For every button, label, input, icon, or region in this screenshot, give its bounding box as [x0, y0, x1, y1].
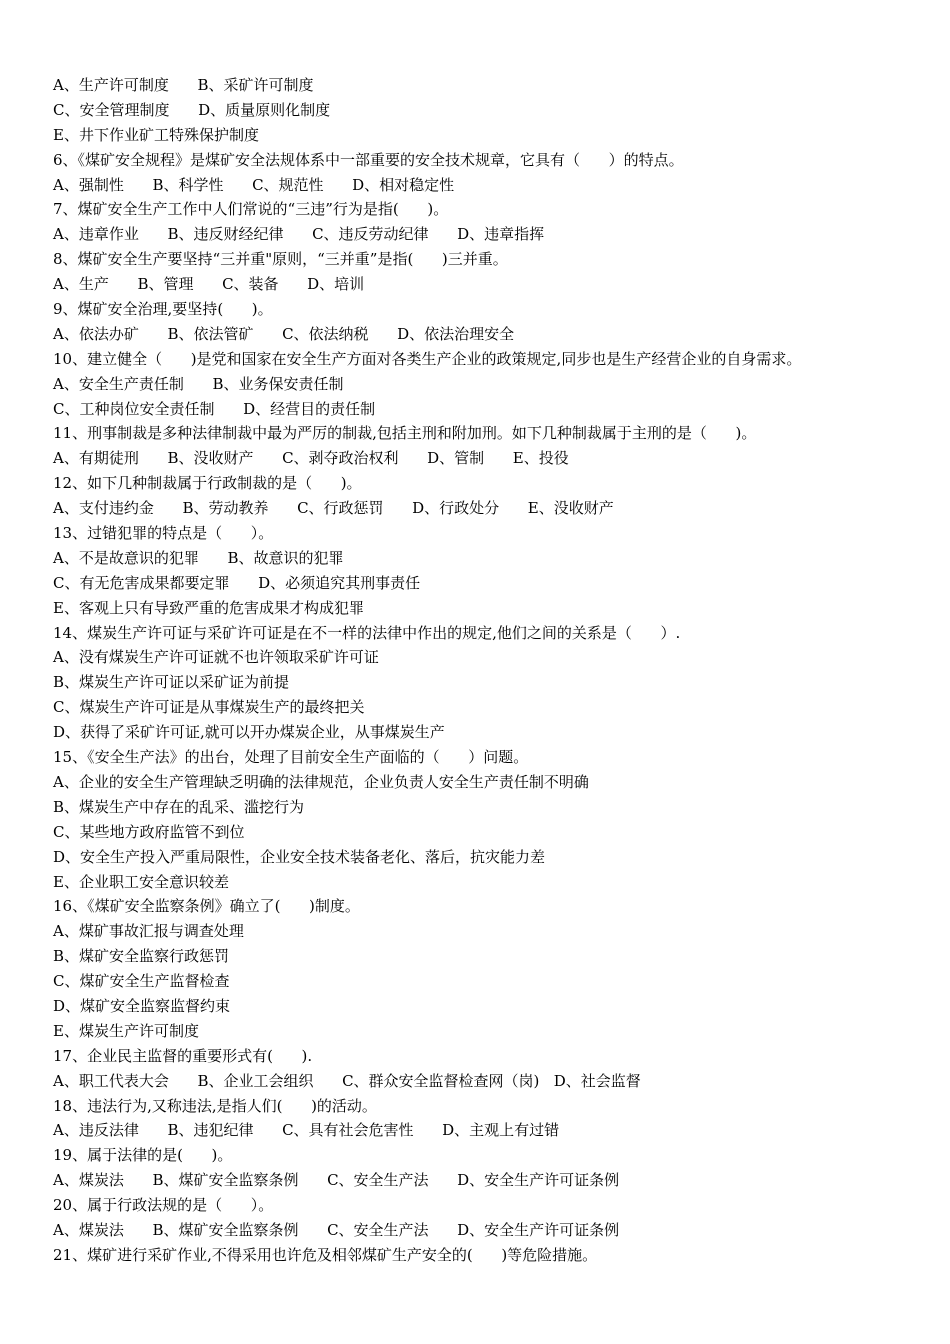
text-line: C、某些地方政府监管不到位: [53, 822, 245, 841]
text-line: A、不是故意识的犯罪 B、故意识的犯罪: [53, 548, 344, 567]
text-line: D、安全生产投入严重局限性，企业安全技术装备老化、落后，抗灾能力差: [53, 847, 546, 866]
text-line: 13、过错犯罪的特点是（ ）。: [53, 524, 274, 543]
text-line: A、生产 B、管理 C、装备 D、培训: [53, 275, 365, 294]
text-line: B、煤炭生产中存在的乱采、滥挖行为: [53, 797, 305, 816]
text-line: E、井下作业矿工特殊保护制度: [53, 125, 259, 144]
text-line: A、煤炭法 B、煤矿安全监察条例 C、安全生产法 D、安全生产许可证条例: [53, 1220, 620, 1239]
text-line: A、企业的安全生产管理缺乏明确的法律规范，企业负责人安全生产责任制不明确: [53, 772, 589, 791]
text-line: A、煤矿事故汇报与调查处理: [53, 922, 244, 941]
text-line: A、依法办矿 B、依法管矿 C、依法纳税 D、依法治理安全: [53, 324, 515, 343]
text-line: A、强制性 B、科学性 C、规范性 D、相对稳定性: [53, 175, 455, 194]
text-line: C、煤矿安全生产监督检查: [53, 972, 230, 991]
text-line: 8、煤矿安全生产要坚持“三并重"原则，“三并重”是指( )三并重。: [53, 250, 508, 269]
text-line: 21、煤矿进行采矿作业,不得采用也许危及相邻煤矿生产安全的( )等危险措施。: [53, 1245, 598, 1264]
text-line: 17、企业民主监督的重要形式有( ).: [53, 1046, 313, 1065]
text-line: A、支付违约金 B、劳动教养 C、行政惩罚 D、行政处分 E、没收财产: [53, 499, 614, 518]
text-line: A、违反法律 B、违犯纪律 C、具有社会危害性 D、主观上有过错: [53, 1121, 560, 1140]
text-line: 12、如下几种制裁属于行政制裁的是（ )。: [53, 474, 362, 493]
text-line: E、客观上只有导致严重的危害成果才构成犯罪: [53, 598, 364, 617]
text-line: 10、建立健全（ )是党和国家在安全生产方面对各类生产企业的政策规定,同步也是生产经营企业的自身需求。: [53, 349, 802, 368]
text-line: C、安全管理制度 D、质量原则化制度: [53, 100, 331, 119]
text-line: A、安全生产责任制 B、业务保安责任制: [53, 374, 344, 393]
text-line: B、煤炭生产许可证以采矿证为前提: [53, 673, 290, 692]
text-line: 15、《安全生产法》的出台，处理了目前安全生产面临的（ ）问题。: [53, 748, 529, 767]
document-page: [53, 73, 923, 1268]
text-line: A、有期徒刑 B、没收财产 C、剥夺政治权利 D、管制 E、投役: [53, 449, 569, 468]
text-line: B、煤矿安全监察行政惩罚: [53, 947, 230, 966]
text-line: 18、违法行为,又称违法,是指人们( )的活动。: [53, 1096, 377, 1115]
text-line: C、煤炭生产许可证是从事煤炭生产的最终把关: [53, 698, 365, 717]
text-line: 14、煤炭生产许可证与采矿许可证是在不一样的法律中作出的规定,他们之间的关系是（ ）.: [53, 623, 681, 642]
text-line: D、获得了采矿许可证,就可以开办煤炭企业，从事煤炭生产: [53, 723, 445, 742]
text-line: 19、属于法律的是( )。: [53, 1146, 233, 1165]
text-line: 16、《煤矿安全监察条例》确立了( )制度。: [53, 897, 360, 916]
text-line: 11、刑事制裁是多种法律制裁中最为严厉的制裁,包括主刑和附加刑。如下几种制裁属于主刑的是（ )。: [53, 424, 757, 443]
text-line: A、煤炭法 B、煤矿安全监察条例 C、安全生产法 D、安全生产许可证条例: [53, 1171, 620, 1190]
text-line: E、煤炭生产许可制度: [53, 1021, 199, 1040]
text-line: 7、煤矿安全生产工作中人们常说的“三违”行为是指( )。: [53, 200, 449, 219]
text-line: 20、属于行政法规的是（ ）。: [53, 1196, 274, 1215]
text-line: C、工种岗位安全责任制 D、经营目的责任制: [53, 399, 376, 418]
text-line: A、没有煤炭生产许可证就不也许领取采矿许可证: [53, 648, 379, 667]
text-line: C、有无危害成果都要定罪 D、必须追究其刑事责任: [53, 573, 421, 592]
text-line: 6、《煤矿安全规程》是煤矿安全法规体系中一部重要的安全技术规章，它具有（ ）的特点。: [53, 150, 684, 169]
text-line: 9、煤矿安全治理,要坚持( )。: [53, 300, 273, 319]
text-line: E、企业职工安全意识较差: [53, 872, 229, 891]
text-line: D、煤矿安全监察监督约束: [53, 996, 231, 1015]
text-line: A、违章作业 B、违反财经纪律 C、违反劳动纪律 D、违章指挥: [53, 225, 545, 244]
text-line: A、职工代表大会 B、企业工会组织 C、群众安全监督检查网（岗) D、社会监督: [53, 1071, 641, 1090]
text-line: A、生产许可制度 B、采矿许可制度: [53, 76, 314, 94]
